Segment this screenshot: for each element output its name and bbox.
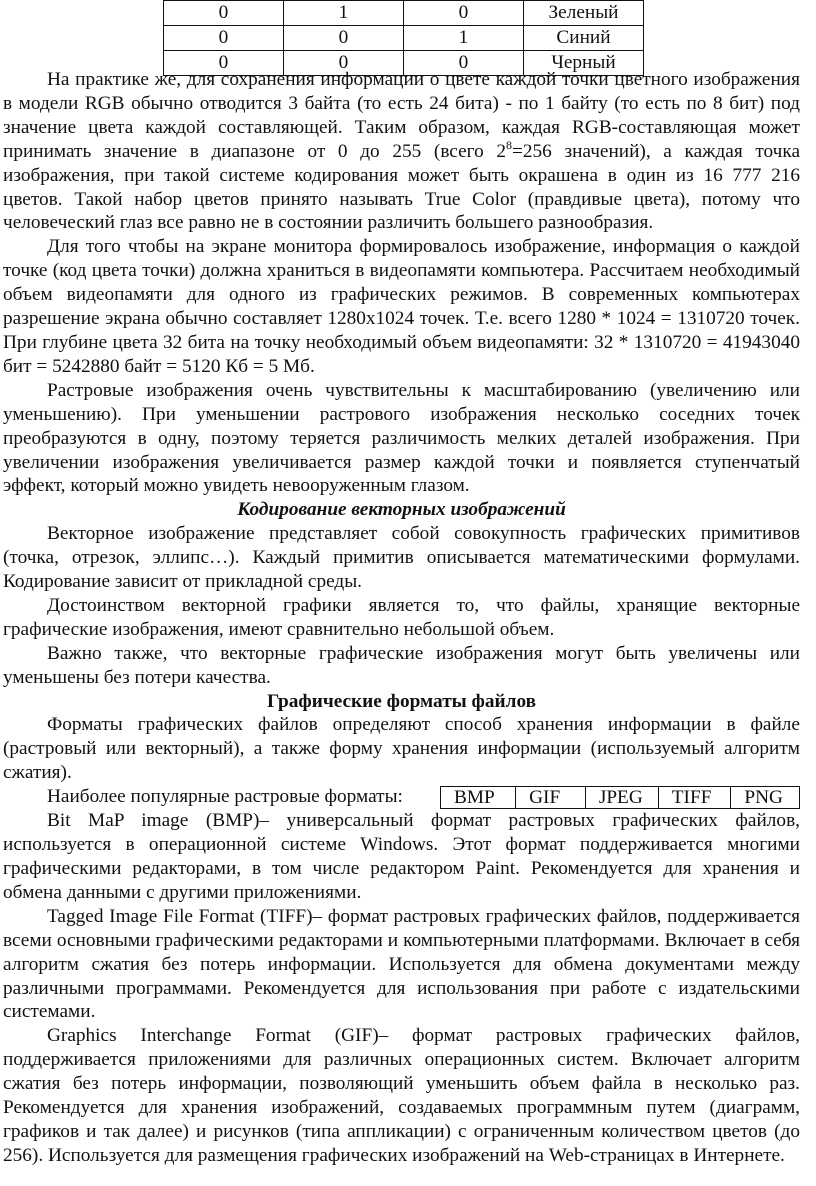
table-cell: 0 (284, 50, 404, 75)
format-cell: PNG (731, 787, 800, 809)
format-cell: GIF (516, 787, 586, 809)
paragraph-vector-definition: Векторное изображение представляет собой совокупность графических примитивов (точка, отрезок, эллипс…). Каждый примитив описывается математическими формулами. Кодирование зависит от прикладной среды. (3, 523, 800, 593)
formats-intro-line (3, 785, 800, 809)
paragraph-bmp: Bit MaP image (BMP)– универсальный формат растровых графических файлов, используется в операционной системе Windows. Этот формат поддерживается многими графическими редакторами, в том числе редактором Paint. Рекомендуется для хранения и обмена данными с другими приложениями. (3, 810, 800, 903)
table-cell: Синий (524, 25, 644, 50)
table-row (164, 1, 644, 26)
formats-intro-text: Наиболее популярные растровые форматы: (47, 786, 403, 808)
paragraph-video-memory: Для того чтобы на экране монитора формировалось изображение, информация о каждой точке (код цвета точки) должна храниться в видеопамяти компьютера. Рассчитаем необходимый объем видеопамяти для одного из графических режимов. В современных компьютерах разрешение экрана обычно составляет 1280х1024 точек. Т.е. всего 1280 * 1024 = 1310720 точек. При глубине цвета 32 бита на точку необходимый объем видеопамяти: 32 * 1310720 = 41943040 бит = 5242880 байт = 5120 Кб = 5 Мб. (3, 236, 800, 377)
table-row (441, 787, 800, 809)
paragraph-text: =256 значений), а каждая точка изображения, при такой системе кодирования может быть окрашена в один из 16 777 216 цветов. Такой набор цветов принято называть True Color (правдивые цвета), потому что человеческий глаз все равно не в состоянии различить большего разнообразия. (3, 140, 800, 234)
table-cell: 0 (164, 25, 284, 50)
rgb-color-table (163, 0, 644, 76)
body-text (3, 68, 800, 1168)
paragraph-vector-advantage: Достоинством векторной графики является то, что файлы, хранящие векторные графические изображения, имеют сравнительно небольшой объем. (3, 594, 800, 640)
section-heading-vector: Кодирование векторных изображений (237, 499, 566, 521)
table-cell: 1 (404, 25, 524, 50)
table-row (164, 25, 644, 50)
paragraph-gif: Graphics Interchange Format (GIF)– формат растровых графических файлов, поддерживается приложениями для различных операционных систем. Включает алгоритм сжатия без потерь информации, позволяющий уменьшить объем файла в несколько раз. Рекомендуется для хранения изображений, создаваемых программным путем (диаграмм, графиков и так далее) и рисунков (типа аппликации) с ограниченным количеством цветов (до 256). Используется для размещения графических изображений на Web-страницах в Интернете. (3, 1025, 800, 1166)
superscript: 8 (506, 137, 513, 152)
table-cell: Зеленый (524, 1, 644, 26)
paragraph-rgb-bytes (3, 68, 800, 235)
table-cell: 0 (404, 1, 524, 26)
paragraph-text: На практике же, для сохранения информации о цвете каждой точки цветного изображения в модели RGB обычно отводится 3 байта (то есть 24 бита) - по 1 байту (то есть по 8 бит) под значение цвета каждой составляющей. Таким образом, каждая RGB-составляющая может принимать значение в диапазоне от 0 до 255 (всего 2 (3, 69, 800, 162)
paragraph-raster-scaling: Растровые изображения очень чувствительны к масштабированию (увеличению или уменьшению). При уменьшении растрового изображения несколько соседних точек преобразуются в одну, поэтому теряется различимость мелких деталей изображения. При увеличении изображения увеличивается размер каждой точки и появляется ступенчатый эффект, который можно увидеть невооруженным глазом. (3, 379, 800, 497)
format-cell: JPEG (585, 787, 658, 809)
table-cell: 0 (404, 50, 524, 75)
paragraph-tiff: Tagged Image File Format (TIFF)– формат растровых графических файлов, поддерживается всеми основными графическими редакторами и компьютерными платформами. Включает в себя алгоритм сжатия без потерь информации. Используется для обмена документами между различными программами. Рекомендуется для использования при работе с издательскими системами. (3, 905, 800, 1023)
paragraph-vector-scaling: Важно также, что векторные графические изображения могут быть увеличены или уменьшены без потери качества. (3, 642, 800, 688)
table-cell: 1 (284, 1, 404, 26)
paragraph-formats-definition: Форматы графических файлов определяют способ хранения информации в файле (растровый или векторный), а также форму хранения информации (используемый алгоритм сжатия). (3, 714, 800, 784)
section-heading-formats: Графические форматы файлов (266, 690, 537, 712)
table-cell: 0 (164, 1, 284, 26)
formats-table (440, 786, 800, 809)
format-cell: BMP (441, 787, 516, 809)
format-cell: TIFF (658, 787, 731, 809)
table-cell: 0 (284, 25, 404, 50)
table-cell: Черный (524, 50, 644, 75)
table-cell: 0 (164, 50, 284, 75)
